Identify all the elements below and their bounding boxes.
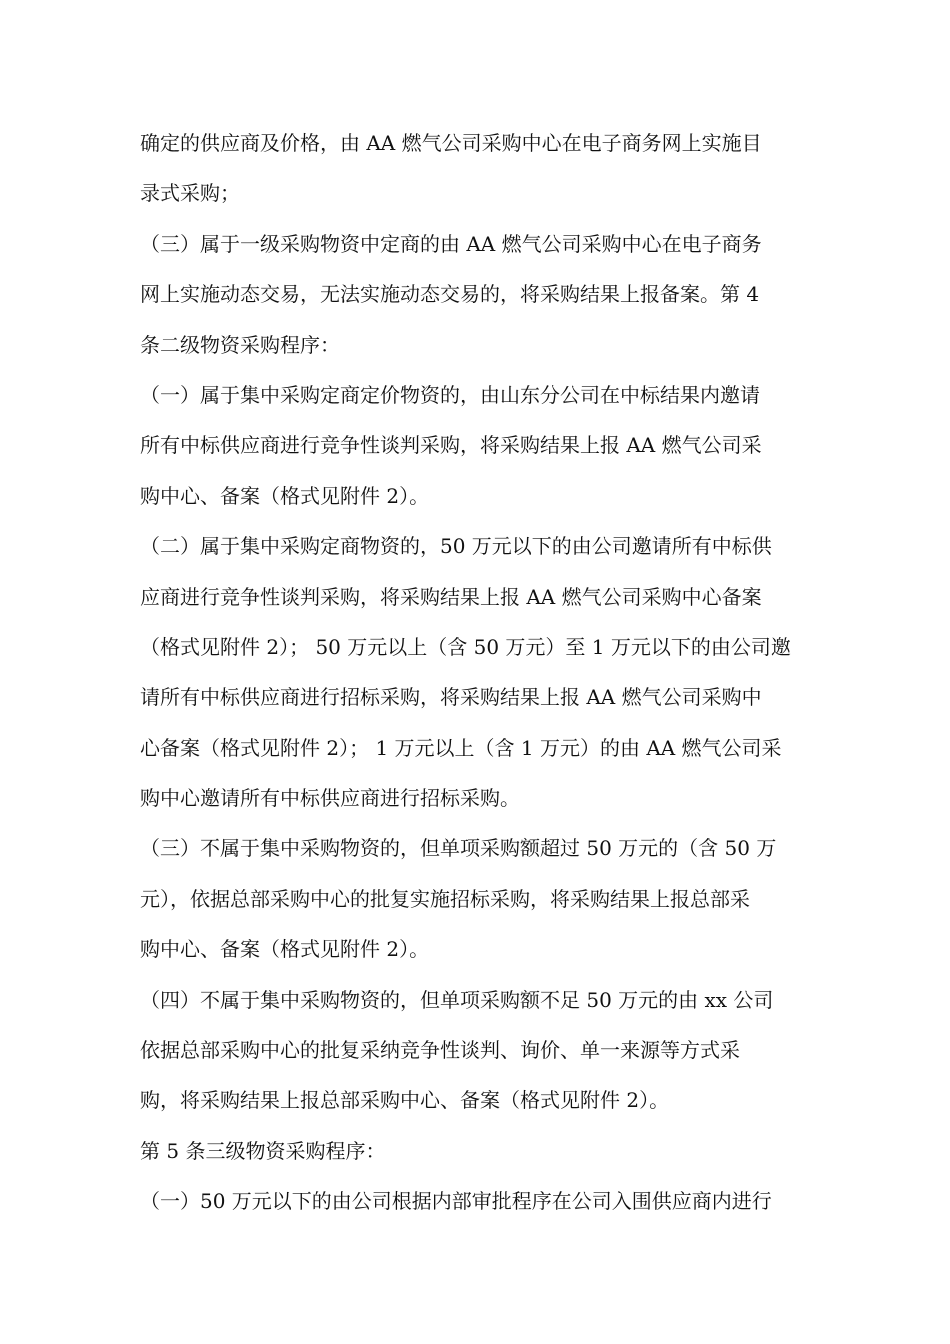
text-line: （四）不属于集中采购物资的，但单项采购额不足 50 万元的由 xx 公司 xyxy=(140,987,774,1012)
text-line: 购中心、备案（格式见附件 2）。 xyxy=(140,937,430,962)
text-line: （三）属于一级采购物资中定商的由 AA 燃气公司采购中心在电子商务 xyxy=(140,231,762,256)
text-line: 条二级物资采购程序： xyxy=(140,332,340,357)
text-line: （一）属于集中采购定商定价物资的，由山东分公司在中标结果内邀请 xyxy=(140,382,760,407)
text-line: 请所有中标供应商进行招标采购，将采购结果上报 AA 燃气公司采购中 xyxy=(140,685,762,710)
document-body xyxy=(140,118,820,1227)
text-line: 购中心、备案（格式见附件 2）。 xyxy=(140,483,430,508)
text-line: 所有中标供应商进行竞争性谈判采购，将采购结果上报 AA 燃气公司采 xyxy=(140,433,762,458)
text-line: （格式见附件 2）； 50 万元以上（含 50 万元）至 1 万元以下的由公司邀 xyxy=(140,634,791,659)
text-line: 录式采购； xyxy=(140,181,240,206)
text-line: 购，将采购结果上报总部采购中心、备案（格式见附件 2）。 xyxy=(140,1088,670,1113)
text-line: 元），依据总部采购中心的批复实施招标采购，将采购结果上报总部采 xyxy=(140,886,750,911)
text-line: 心备案（格式见附件 2）； 1 万元以上（含 1 万元）的由 AA 燃气公司采 xyxy=(140,735,782,760)
text-line: 应商进行竞争性谈判采购，将采购结果上报 AA 燃气公司采购中心备案 xyxy=(140,584,762,609)
text-line: 确定的供应商及价格，由 AA 燃气公司采购中心在电子商务网上实施目 xyxy=(140,131,762,155)
text-line: （二）属于集中采购定商物资的，50 万元以下的由公司邀请所有中标供 xyxy=(140,534,772,559)
text-line: 网上实施动态交易，无法实施动态交易的，将采购结果上报备案。第 4 xyxy=(140,282,760,307)
text-line: （一）50 万元以下的由公司根据内部审批程序在公司入围供应商内进行 xyxy=(140,1189,772,1214)
text-line: 第 5 条三级物资采购程序： xyxy=(140,1138,386,1163)
text-line: 依据总部采购中心的批复采纳竞争性谈判、询价、单一来源等方式采 xyxy=(140,1038,740,1063)
text-line: （三）不属于集中采购物资的，但单项采购额超过 50 万元的（含 50 万 xyxy=(140,836,777,861)
text-line: 购中心邀请所有中标供应商进行招标采购。 xyxy=(140,786,520,811)
